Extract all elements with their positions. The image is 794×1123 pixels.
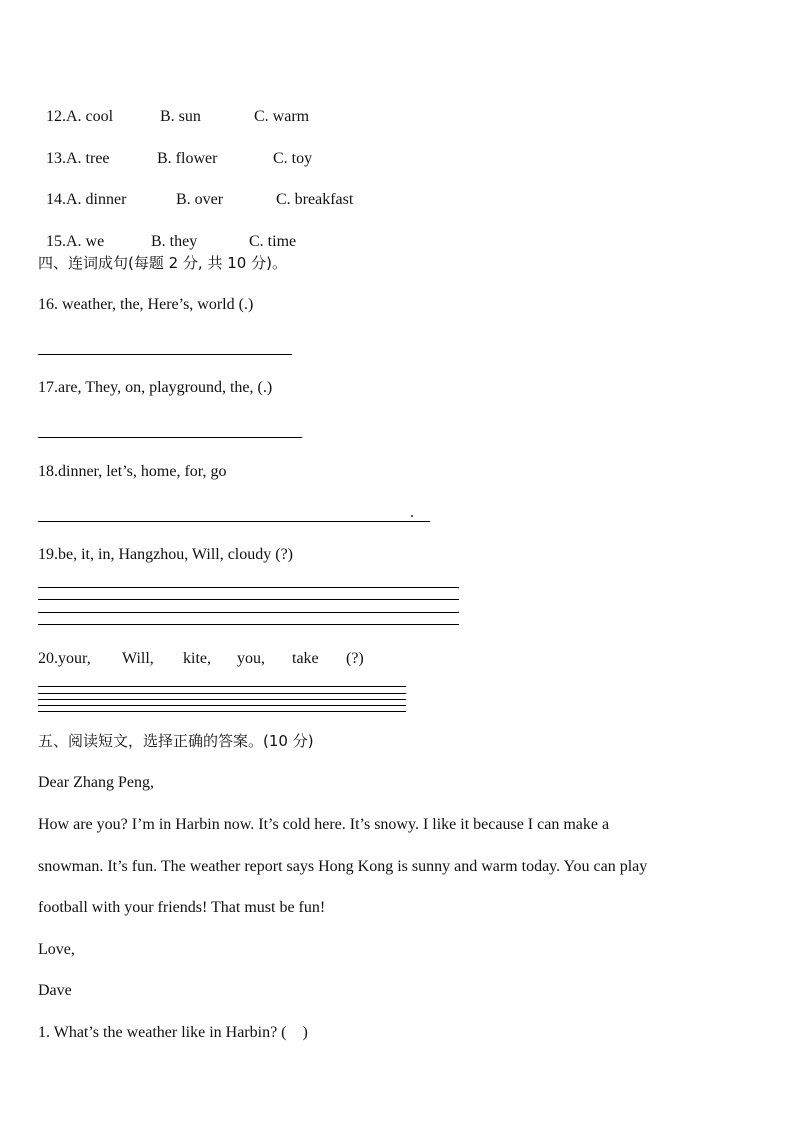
option-b: B. flower [157, 150, 218, 167]
question-17: 17.are, They, on, playground, the, (.) [38, 379, 273, 396]
option-a: A. dinner [66, 191, 127, 208]
answer-line-20b[interactable] [38, 693, 406, 694]
answer-line-17[interactable] [38, 437, 302, 438]
letter-body-line: How are you? I’m in Harbin now. It’s cold here. It’s snowy. I like it because I can make a [38, 816, 610, 833]
letter-body-line: football with your friends! That must be fun! [38, 899, 326, 916]
question-20-word: 20.your, [38, 650, 91, 667]
letter-signature: Dave [38, 982, 72, 999]
question-13 [38, 129, 313, 169]
question-number: 13. [46, 150, 66, 167]
answer-line-20d[interactable] [38, 705, 406, 706]
answer-line-20a[interactable] [38, 686, 406, 687]
answer-line-19d[interactable] [38, 624, 459, 625]
answer-line-20e[interactable] [38, 711, 406, 712]
question-20-word: (?) [346, 650, 364, 667]
option-a: A. we [66, 233, 105, 250]
option-c: C. toy [273, 150, 313, 167]
option-b: B. sun [160, 108, 201, 125]
letter-greeting: Dear Zhang Peng, [38, 774, 154, 791]
reading-question-1: 1. What’s the weather like in Harbin? ( ) [38, 1024, 308, 1041]
option-c: C. time [249, 233, 297, 250]
answer-period: . [410, 504, 414, 521]
question-number: 14. [46, 191, 66, 208]
answer-line-16[interactable] [38, 354, 292, 355]
question-14 [38, 170, 354, 210]
section-4-heading: 四、连词成句(每题 2 分, 共 10 分)。 [38, 254, 287, 272]
option-b: B. over [176, 191, 224, 208]
question-20-word: you, [237, 650, 265, 667]
letter-body-line: snowman. It’s fun. The weather report says Hong Kong is sunny and warm today. You can play [38, 858, 648, 875]
answer-line-20c[interactable] [38, 699, 406, 700]
question-20-word: Will, [122, 650, 154, 667]
option-b: B. they [151, 233, 198, 250]
question-18: 18.dinner, let’s, home, for, go [38, 463, 227, 480]
question-20-word: kite, [183, 650, 211, 667]
option-a: A. cool [66, 108, 114, 125]
option-c: C. warm [254, 108, 310, 125]
answer-line-19c[interactable] [38, 612, 459, 613]
question-19: 19.be, it, in, Hangzhou, Will, cloudy (?) [38, 546, 294, 563]
question-15 [38, 212, 297, 252]
answer-line-18[interactable] [38, 521, 430, 522]
option-a: A. tree [66, 150, 110, 167]
question-number: 12. [46, 108, 66, 125]
question-16: 16. weather, the, Here’s, world (.) [38, 296, 254, 313]
question-number: 15. [46, 233, 66, 250]
option-c: C. breakfast [276, 191, 354, 208]
answer-line-19a[interactable] [38, 587, 459, 588]
question-20-word: take [292, 650, 319, 667]
question-12 [38, 87, 310, 127]
section-5-heading: 五、阅读短文，选择正确的答案。(10 分) [38, 732, 314, 750]
letter-closing: Love, [38, 941, 75, 958]
answer-line-19b[interactable] [38, 599, 459, 600]
